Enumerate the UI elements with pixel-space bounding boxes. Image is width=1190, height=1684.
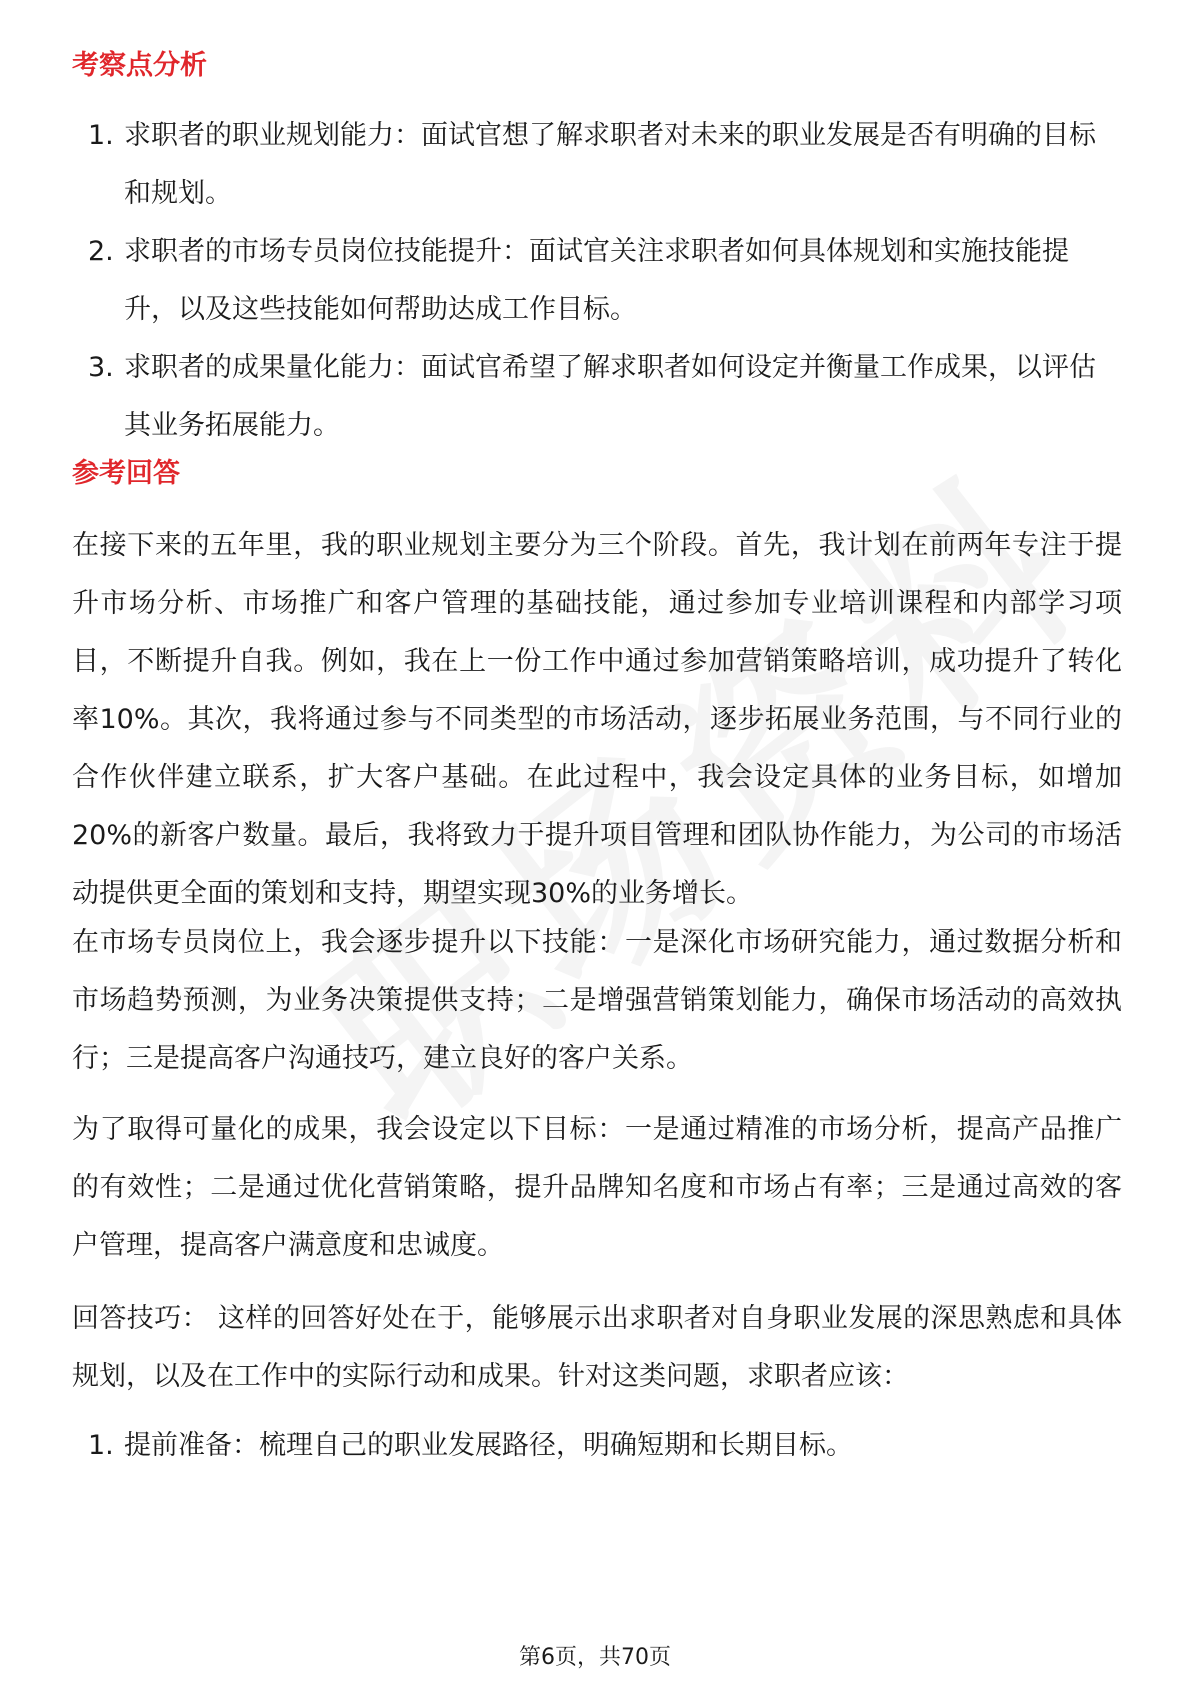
list-item-text: 求职者的市场专员岗位技能提升：面试官关注求职者如何具体规划和实施技能提升，以及这些技能如何帮助达成工作目标。 [124, 236, 1069, 325]
answer-paragraph: 在接下来的五年里，我的职业规划主要分为三个阶段。首先，我计划在前两年专注于提升市场分析、市场推广和客户管理的基础技能，通过参加专业培训课程和内部学习项目，不断提升自我。例如，我在上一份工作中通过参加营销策略培训，成功提升了转化率10%。其次，我将通过参与不同类型的市场活动，逐步拓展业务范围，与不同行业的合作伙伴建立联系，扩大客户基础。在此过程中，我会设定具体的业务目标，如增加20%的新客户数量。最后，我将致力于提升项目管理和团队协作能力，为公司的市场活动提供更全面的策划和支持，期望实现30%的业务增长。 [72, 530, 1122, 909]
tips-list [72, 1417, 1122, 1475]
list-item [72, 1417, 1122, 1475]
list-item [72, 339, 1122, 455]
answer-tips-paragraph: 回答技巧： 这样的回答好处在于，能够展示出求职者对自身职业发展的深思熟虑和具体规划，以及在工作中的实际行动和成果。针对这类问题，求职者应该： [72, 1303, 1122, 1392]
list-number: 1. [88, 120, 114, 151]
list-number: 1. [88, 1430, 114, 1461]
section-title-answer: 参考回答 [72, 458, 180, 489]
page-footer: 第6页，共70页 [519, 1645, 671, 1670]
analysis-list [72, 107, 1122, 455]
section-title-analysis: 考察点分析 [72, 50, 207, 81]
list-item [72, 107, 1122, 223]
answer-paragraph: 在市场专员岗位上，我会逐步提升以下技能：一是深化市场研究能力，通过数据分析和市场趋势预测，为业务决策提供支持；二是增强营销策划能力，确保市场活动的高效执行；三是提高客户沟通技巧，建立良好的客户关系。 [72, 927, 1122, 1074]
list-item [72, 223, 1122, 339]
list-number: 3. [88, 352, 114, 383]
list-item-text: 求职者的职业规划能力：面试官想了解求职者对未来的职业发展是否有明确的目标和规划。 [124, 120, 1096, 209]
list-item-text: 提前准备：梳理自己的职业发展路径，明确短期和长期目标。 [124, 1430, 853, 1461]
list-number: 2. [88, 236, 114, 267]
list-item-text: 求职者的成果量化能力：面试官希望了解求职者如何设定并衡量工作成果，以评估其业务拓展能力。 [124, 352, 1096, 441]
answer-paragraph: 为了取得可量化的成果，我会设定以下目标：一是通过精准的市场分析，提高产品推广的有效性；二是通过优化营销策略，提升品牌知名度和市场占有率；三是通过高效的客户管理，提高客户满意度和忠诚度。 [72, 1114, 1122, 1261]
